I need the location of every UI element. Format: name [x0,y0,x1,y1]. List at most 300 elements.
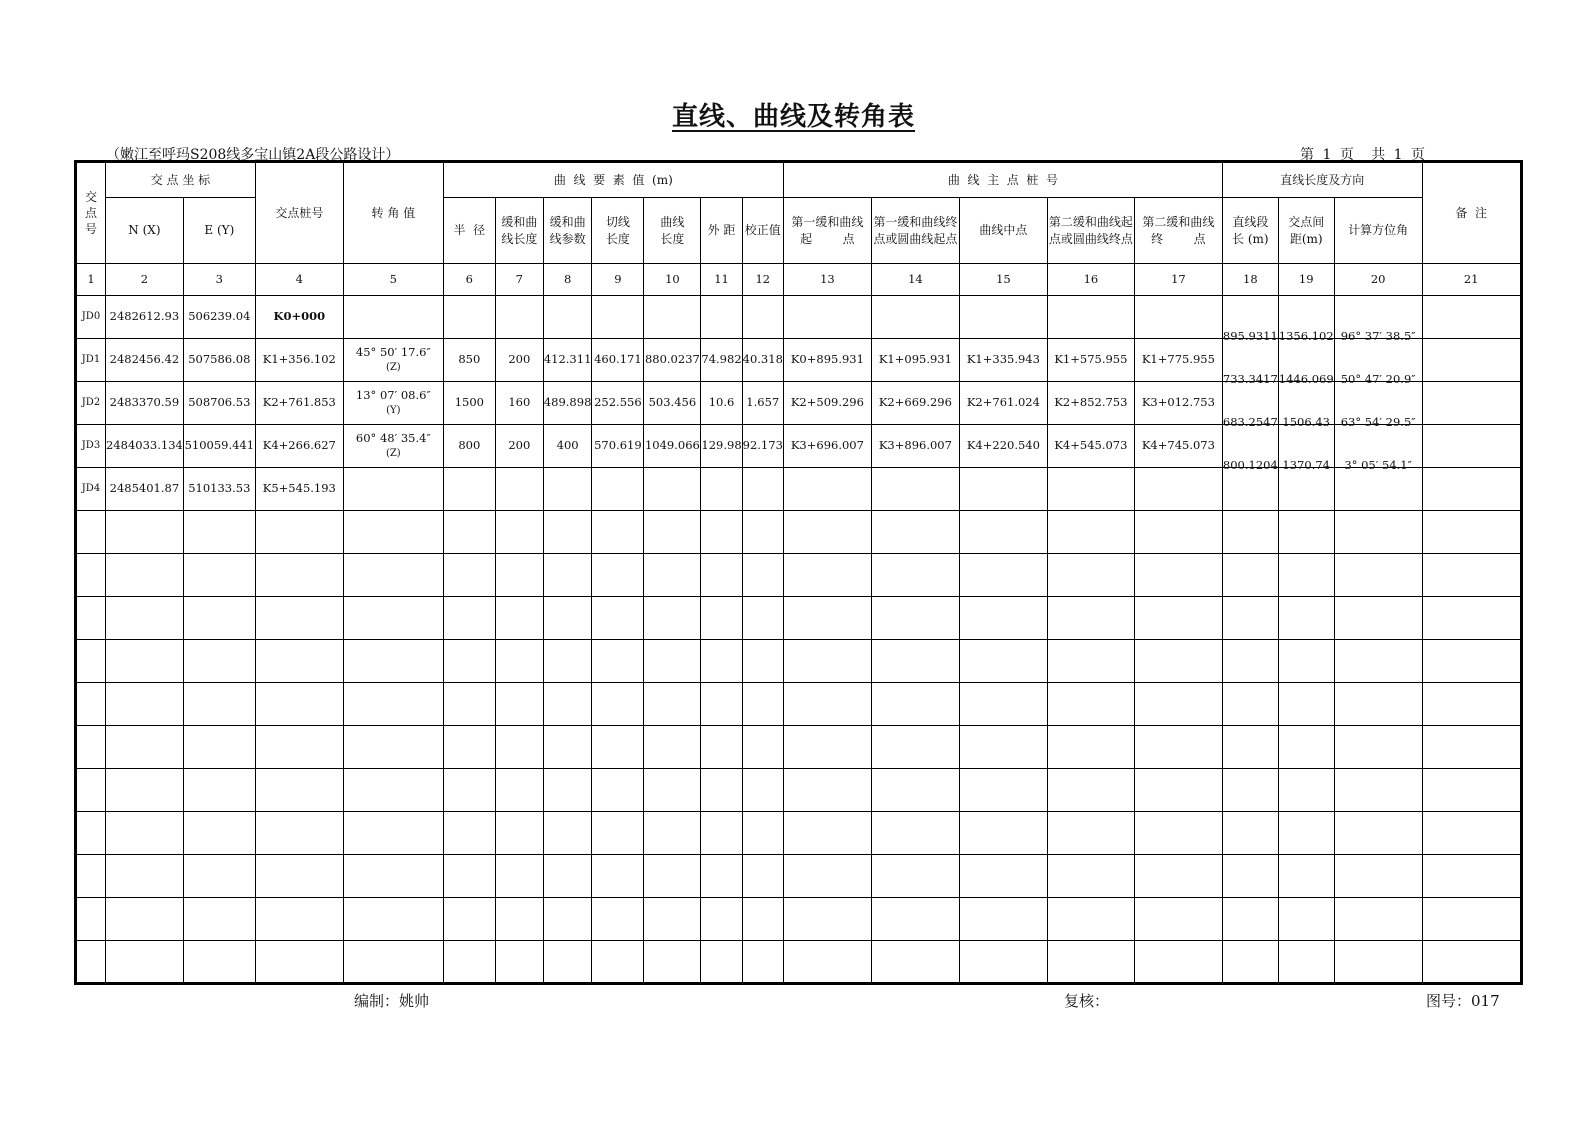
cell-e-dist [701,511,742,554]
cell-l [644,726,701,769]
cell-jd-dist [1278,597,1334,640]
cell-radius [443,812,495,855]
cell-ls [495,812,543,855]
cell-p17 [1134,726,1222,769]
column-number: 3 [183,264,255,296]
cell-radius [443,769,495,812]
column-number: 12 [742,264,783,296]
cell-angle [343,382,443,425]
header-ease-param: 缓和曲 线参数 [543,198,592,264]
cell-j [742,726,783,769]
cell-e [183,511,255,554]
cell-ls [495,468,543,511]
cell-remarks [1422,898,1521,941]
cell-azimuth [1334,597,1422,640]
cell-ls: 160 [495,382,543,425]
segment-value: 63° 54′ 29.5″ [1340,415,1416,429]
column-number: 21 [1422,264,1521,296]
cell-j [742,941,783,984]
header-external: 外 距 [701,198,742,264]
segment-value: 50° 47′ 20.9″ [1340,372,1416,386]
table-row [76,898,1522,941]
header-e: E (Y) [183,198,255,264]
cell-radius: 850 [443,339,495,382]
table-row [76,511,1522,554]
column-number: 15 [959,264,1047,296]
cell-a: 400 [543,425,592,468]
cell-p17 [1134,640,1222,683]
header-seg-length: 直线段 长 (m) [1222,198,1278,264]
cell-a [543,554,592,597]
column-number: 10 [644,264,701,296]
cell-n [106,941,184,984]
cell-jd [76,511,106,554]
cell-l: 503.456 [644,382,701,425]
cell-n: 2482612.93 [106,296,184,339]
cell-p15 [959,855,1047,898]
cell-a [543,812,592,855]
cell-p16 [1047,640,1134,683]
cell-jd: JD1 [76,339,106,382]
segment-value: 3° 05′ 54.1″ [1344,458,1412,472]
cell-e-dist: 74.982 [701,339,742,382]
cell-n [106,511,184,554]
cell-e [183,640,255,683]
cell-station [255,812,343,855]
column-number: 18 [1222,264,1278,296]
column-number: 19 [1278,264,1334,296]
cell-p17: K3+012.753 [1134,382,1222,425]
table-row [76,597,1522,640]
cell-e [183,726,255,769]
cell-p15 [959,511,1047,554]
cell-j [742,597,783,640]
cell-station: K5+545.193 [255,468,343,511]
cell-angle [343,898,443,941]
cell-p17: K1+775.955 [1134,339,1222,382]
page-prefix: 第 [1300,147,1314,163]
cell-j [742,683,783,726]
cell-l [644,898,701,941]
cell-angle [343,511,443,554]
cell-jd-dist [1278,554,1334,597]
cell-e-dist [701,683,742,726]
cell-jd: JD4 [76,468,106,511]
cell-p16 [1047,597,1134,640]
cell-jd [76,640,106,683]
cell-n [106,726,184,769]
cell-l [644,597,701,640]
cell-remarks [1422,769,1521,812]
cell-azimuth [1334,726,1422,769]
cell-p17 [1134,468,1222,511]
cell-t [592,726,644,769]
cell-angle [343,640,443,683]
cell-radius [443,640,495,683]
segment-value: 96° 37′ 38.5″ [1340,329,1416,343]
cell-azimuth [1334,554,1422,597]
cell-t [592,511,644,554]
cell-jd-dist [1278,458,1334,511]
cell-j: 1.657 [742,382,783,425]
cell-angle [343,296,443,339]
cell-remarks [1422,511,1521,554]
cell-ls [495,296,543,339]
cell-e: 506239.04 [183,296,255,339]
cell-remarks [1422,640,1521,683]
cell-p16: K4+545.073 [1047,425,1134,468]
cell-station [255,726,343,769]
cell-e [183,855,255,898]
column-number: 5 [343,264,443,296]
cell-remarks [1422,597,1521,640]
cell-n: 2485401.87 [106,468,184,511]
cell-azimuth [1334,941,1422,984]
cell-e [183,898,255,941]
column-number: 17 [1134,264,1222,296]
cell-a [543,769,592,812]
cell-p14 [871,941,959,984]
cell-e [183,812,255,855]
cell-t [592,855,644,898]
cell-n [106,769,184,812]
cell-l [644,769,701,812]
cell-a [543,296,592,339]
cell-seg-len [1222,597,1278,640]
cell-n: 2482456.42 [106,339,184,382]
cell-p15 [959,812,1047,855]
curve-table [74,160,1523,985]
cell-station: K1+356.102 [255,339,343,382]
segment-value: 1370.74 [1282,458,1330,472]
cell-remarks [1422,339,1521,382]
cell-p14 [871,554,959,597]
cell-station [255,640,343,683]
header-radius: 半 径 [443,198,495,264]
table-row [76,640,1522,683]
cell-jd-dist [1278,769,1334,812]
cell-l: 1049.066 [644,425,701,468]
cell-p15: K4+220.540 [959,425,1047,468]
cell-e: 510133.53 [183,468,255,511]
cell-e [183,597,255,640]
cell-jd [76,726,106,769]
cell-a [543,726,592,769]
cell-station [255,855,343,898]
cell-j [742,812,783,855]
cell-station: K4+266.627 [255,425,343,468]
cell-seg-len [1222,458,1278,511]
cell-ls [495,683,543,726]
cell-p16 [1047,898,1134,941]
cell-seg-len [1222,855,1278,898]
cell-n: 2483370.59 [106,382,184,425]
cell-t [592,597,644,640]
cell-p16 [1047,726,1134,769]
page-title: 直线、曲线及转角表 [671,102,915,132]
cell-e-dist [701,898,742,941]
cell-p15 [959,683,1047,726]
table-row [76,726,1522,769]
cell-p17: K4+745.073 [1134,425,1222,468]
cell-t [592,640,644,683]
cell-p15 [959,898,1047,941]
segment-value: 733.3417 [1222,372,1278,386]
cell-seg-len [1222,769,1278,812]
cell-p14 [871,511,959,554]
cell-radius [443,683,495,726]
cell-angle [343,769,443,812]
cell-station [255,597,343,640]
angle-value: 13° 07′ 08.6″ [355,388,431,403]
cell-p13: K2+509.296 [783,382,871,425]
cell-l [644,683,701,726]
cell-radius [443,597,495,640]
cell-ls [495,597,543,640]
column-number: 13 [783,264,871,296]
header-p16: 第二缓和曲线起 点或圆曲线终点 [1047,198,1134,264]
cell-e-dist [701,640,742,683]
cell-e-dist: 129.98 [701,425,742,468]
cell-p14: K2+669.296 [871,382,959,425]
header-straight: 直线长度及方向 [1222,162,1422,198]
cell-jd-dist [1278,941,1334,984]
cell-p15 [959,597,1047,640]
cell-l [644,941,701,984]
cell-radius [443,296,495,339]
column-number: 8 [543,264,592,296]
segment-value: 1506.43 [1282,415,1330,429]
cell-azimuth [1334,511,1422,554]
cell-p16 [1047,941,1134,984]
header-curve-length: 曲线 长度 [644,198,701,264]
cell-p13 [783,855,871,898]
cell-e [183,769,255,812]
cell-e-dist [701,554,742,597]
cell-p13 [783,511,871,554]
cell-jd-dist [1278,855,1334,898]
cell-ls [495,554,543,597]
cell-l [644,296,701,339]
segment-value: 1446.069 [1278,372,1334,386]
table-row [76,683,1522,726]
cell-e: 510059.441 [183,425,255,468]
cell-p13 [783,640,871,683]
cell-p13 [783,683,871,726]
cell-p15 [959,640,1047,683]
cell-jd-dist [1278,812,1334,855]
segment-value: 800.1204 [1222,458,1278,472]
table-row [76,554,1522,597]
angle-direction: (Y) [386,405,401,416]
cell-n [106,597,184,640]
cell-remarks [1422,812,1521,855]
cell-a: 412.311 [543,339,592,382]
table-row [76,468,1522,511]
header-ease-length: 缓和曲 线长度 [495,198,543,264]
cell-jd: JD0 [76,296,106,339]
cell-radius [443,726,495,769]
cell-remarks [1422,855,1521,898]
column-number: 11 [701,264,742,296]
cell-p15: K1+335.943 [959,339,1047,382]
header-azimuth: 计算方位角 [1334,198,1422,264]
cell-j [742,855,783,898]
cell-p16 [1047,855,1134,898]
cell-p13 [783,726,871,769]
angle-value: 60° 48′ 35.4″ [355,431,431,446]
cell-radius [443,898,495,941]
cell-remarks [1422,554,1521,597]
cell-t [592,296,644,339]
cell-jd [76,941,106,984]
cell-angle [343,855,443,898]
cell-radius [443,468,495,511]
cell-e-dist [701,468,742,511]
cell-seg-len [1222,726,1278,769]
cell-a [543,855,592,898]
cell-p17 [1134,597,1222,640]
cell-jd [76,554,106,597]
column-number: 4 [255,264,343,296]
cell-p16 [1047,769,1134,812]
cell-t: 570.619 [592,425,644,468]
cell-radius [443,511,495,554]
cell-p16 [1047,468,1134,511]
cell-p14 [871,726,959,769]
header-correction: 校正值 [742,198,783,264]
column-number: 6 [443,264,495,296]
cell-jd [76,683,106,726]
cell-angle [343,468,443,511]
header-curve-elements: 曲 线 要 素 值 (m) [443,162,783,198]
cell-station: K0+000 [255,296,343,339]
cell-jd: JD2 [76,382,106,425]
cell-seg-len [1222,941,1278,984]
cell-azimuth [1334,769,1422,812]
cell-n [106,640,184,683]
cell-t: 252.556 [592,382,644,425]
cell-p17 [1134,554,1222,597]
cell-azimuth [1334,855,1422,898]
cell-j: 40.318 [742,339,783,382]
cell-p13 [783,554,871,597]
page-total: 1 [1393,147,1403,163]
cell-ls: 200 [495,425,543,468]
header-tangent: 切线 长度 [592,198,644,264]
cell-p15 [959,726,1047,769]
cell-p16 [1047,554,1134,597]
column-number: 14 [871,264,959,296]
cell-a [543,640,592,683]
cell-p13 [783,597,871,640]
cell-p13 [783,296,871,339]
cell-p14 [871,296,959,339]
cell-angle [343,339,443,382]
angle-direction: (Z) [385,448,401,459]
cell-p15 [959,941,1047,984]
header-p17: 第二缓和曲线 终 点 [1134,198,1222,264]
cell-p16 [1047,296,1134,339]
cell-remarks [1422,726,1521,769]
page-current: 1 [1322,147,1332,163]
cell-p15 [959,769,1047,812]
cell-jd [76,812,106,855]
cell-p13: K0+895.931 [783,339,871,382]
footer-figure-no: 图号：017 [1426,992,1500,1010]
cell-jd [76,855,106,898]
cell-azimuth [1334,640,1422,683]
header-n: N (X) [106,198,184,264]
cell-radius [443,941,495,984]
cell-p14 [871,898,959,941]
cell-radius [443,855,495,898]
cell-p13 [783,769,871,812]
header-station: 交点桩号 [255,162,343,264]
cell-l [644,855,701,898]
header-main-points: 曲 线 主 点 桩 号 [783,162,1222,198]
cell-station: K2+761.853 [255,382,343,425]
cell-remarks [1422,468,1521,511]
cell-p17 [1134,941,1222,984]
cell-l [644,640,701,683]
cell-seg-len [1222,683,1278,726]
cell-jd [76,898,106,941]
cell-p13 [783,941,871,984]
cell-j [742,898,783,941]
header-p14: 第一缓和曲线终 点或圆曲线起点 [871,198,959,264]
cell-t [592,683,644,726]
cell-j [742,554,783,597]
cell-p17 [1134,898,1222,941]
header-coordinates: 交 点 坐 标 [106,162,256,198]
cell-angle [343,597,443,640]
cell-jd [76,597,106,640]
column-number-row [76,264,1522,296]
cell-e-dist [701,812,742,855]
cell-p16: K1+575.955 [1047,339,1134,382]
cell-a: 489.898 [543,382,592,425]
cell-p17 [1134,812,1222,855]
cell-station [255,941,343,984]
cell-station [255,554,343,597]
cell-n [106,898,184,941]
cell-p14 [871,683,959,726]
cell-p17 [1134,683,1222,726]
column-number: 9 [592,264,644,296]
table-row [76,855,1522,898]
column-number: 2 [106,264,184,296]
column-number: 20 [1334,264,1422,296]
cell-p15: K2+761.024 [959,382,1047,425]
cell-remarks [1422,683,1521,726]
cell-ls [495,855,543,898]
cell-t [592,941,644,984]
cell-jd-dist [1278,726,1334,769]
cell-e [183,941,255,984]
cell-p15 [959,468,1047,511]
cell-p14 [871,468,959,511]
cell-p16 [1047,683,1134,726]
cell-e [183,554,255,597]
header-remarks: 备 注 [1422,162,1521,264]
cell-remarks [1422,382,1521,425]
cell-ls [495,511,543,554]
cell-e-dist [701,941,742,984]
cell-a [543,898,592,941]
cell-p17 [1134,511,1222,554]
cell-ls [495,769,543,812]
